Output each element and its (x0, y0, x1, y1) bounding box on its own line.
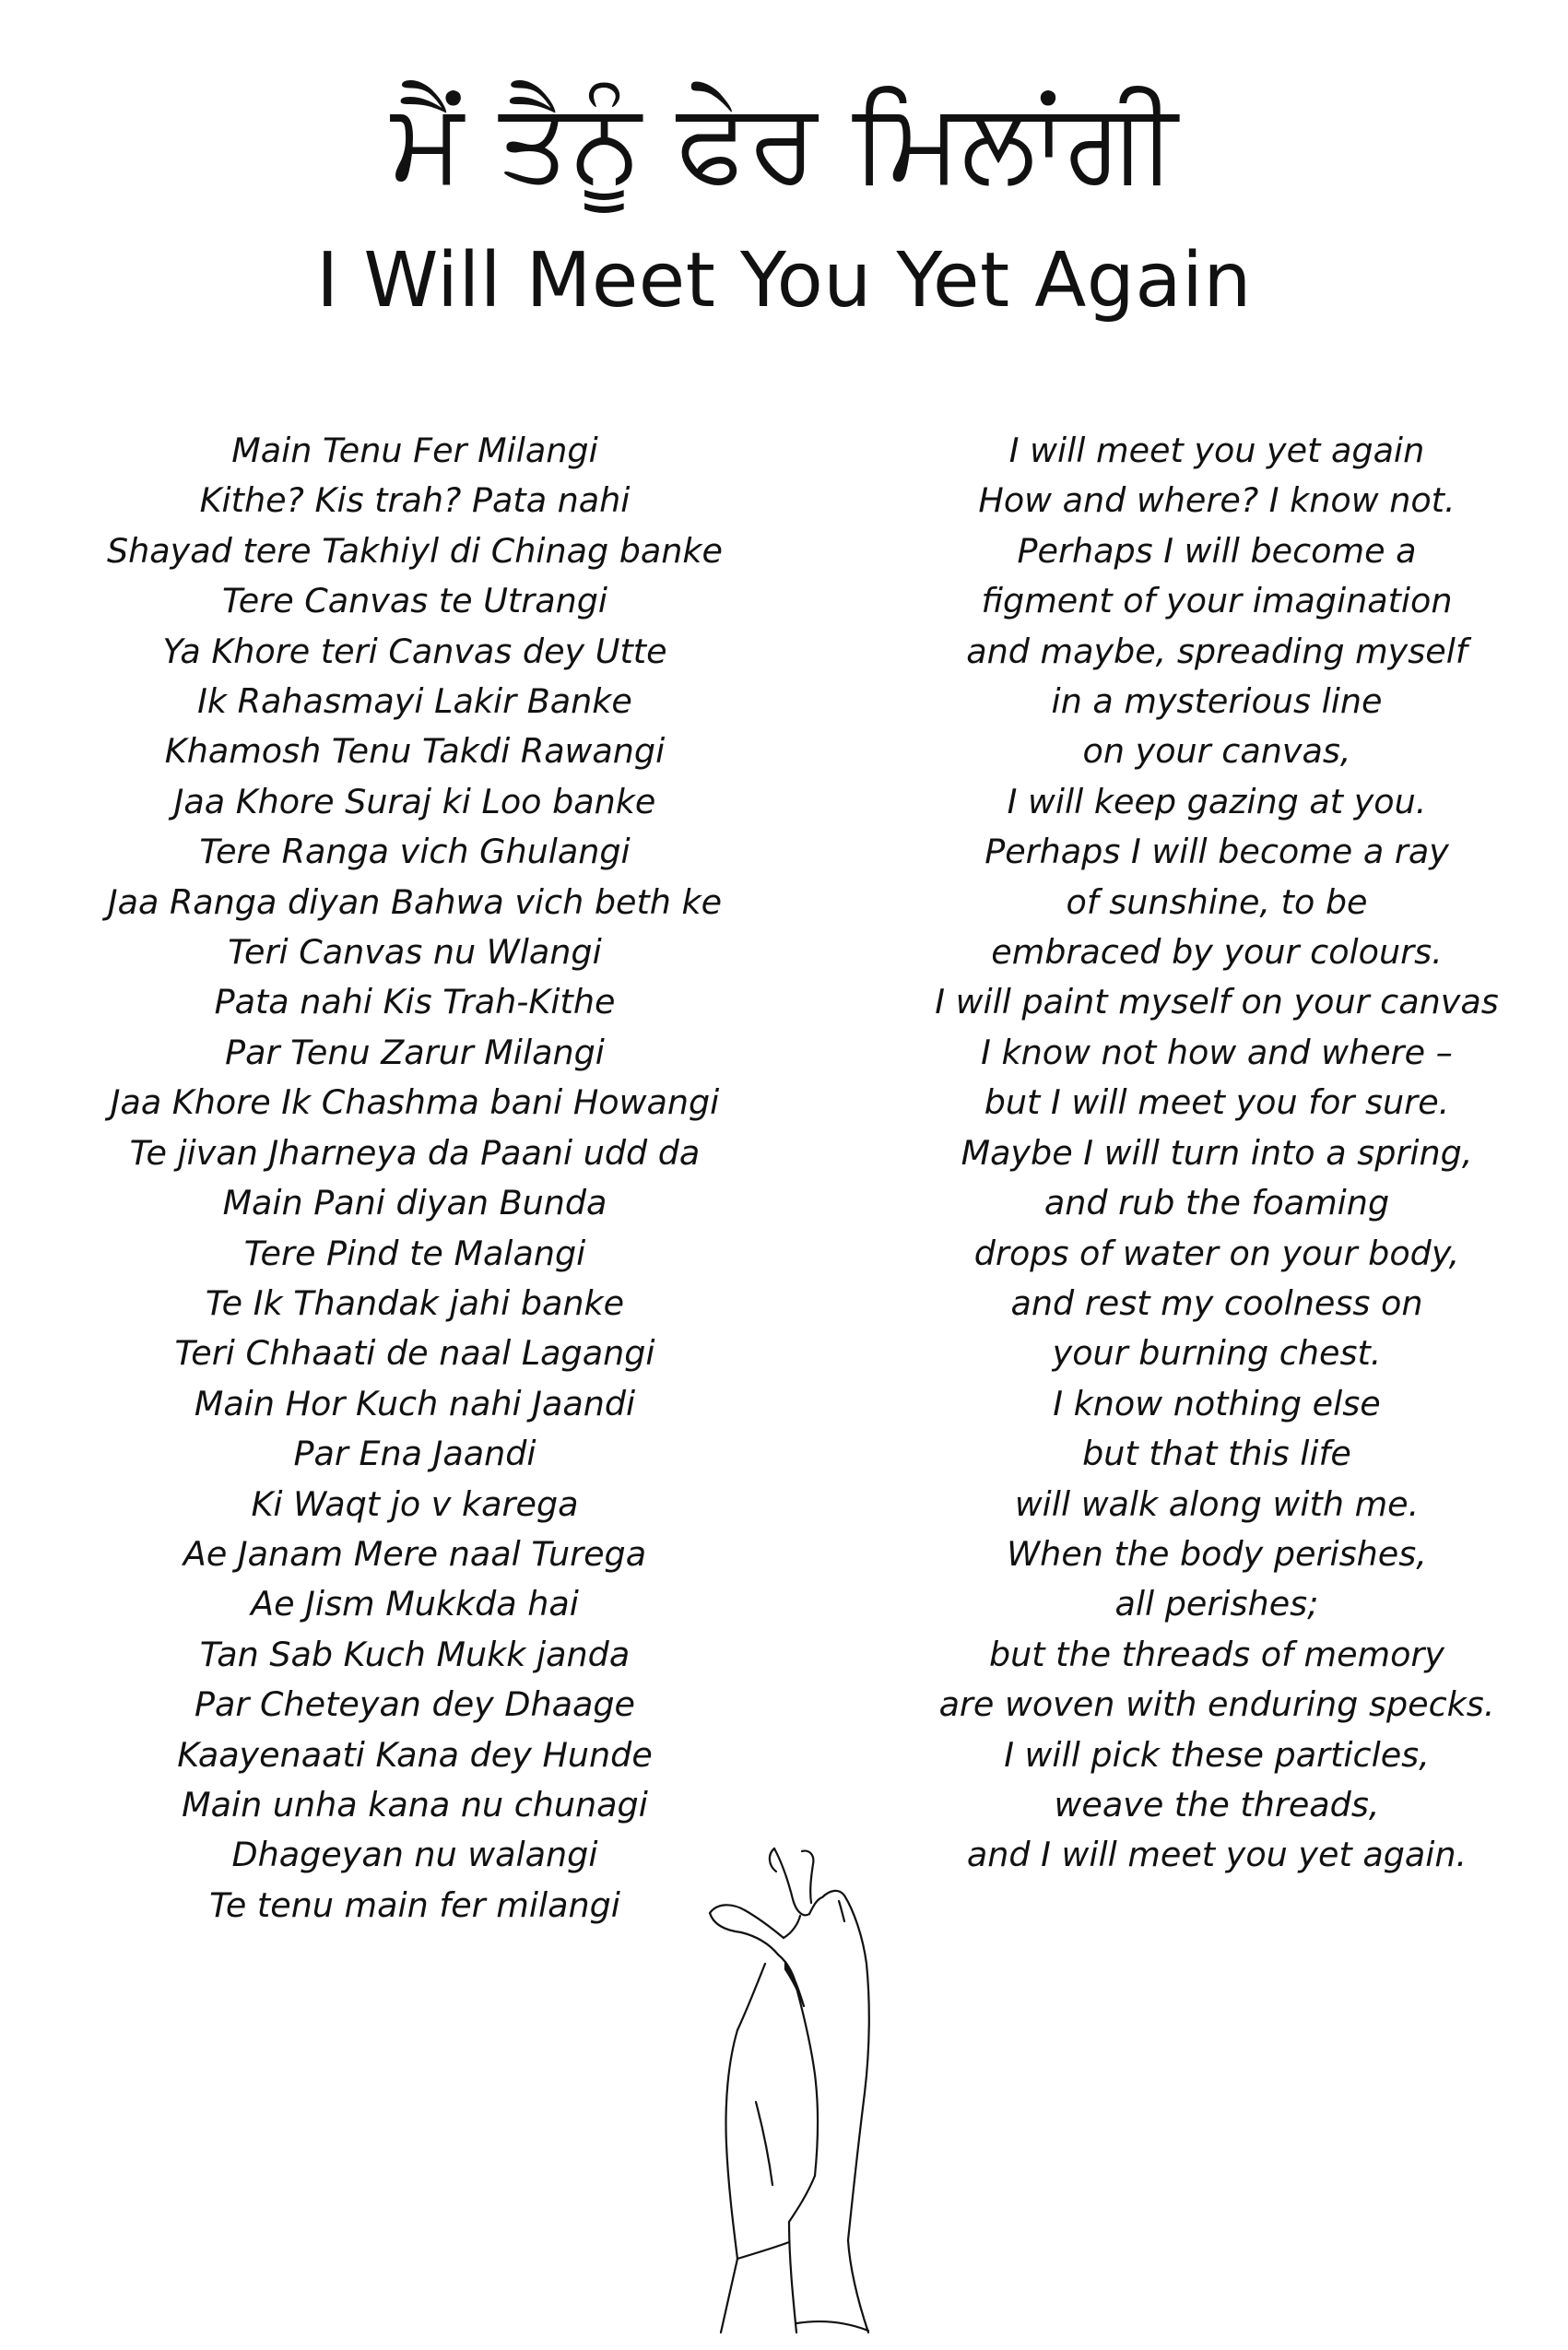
poem-line-translation: your burning chest. (1052, 1333, 1382, 1374)
poem-line-translation: Perhaps I will become a ray (984, 832, 1449, 872)
poem-line-transliteration: Te tenu main fer milangi (209, 1884, 620, 1925)
poem-line-transliteration: Main Tenu Fer Milangi (231, 431, 598, 470)
poem-line-transliteration: Tere Canvas te Utrangi (221, 581, 608, 621)
poem-line-transliteration: Te Ik Thandak jahi banke (205, 1282, 625, 1323)
poem-line-translation: will walk along with me. (1014, 1483, 1420, 1524)
poem-line-transliteration: Jaa Ranga diyan Bahwa vich beth ke (107, 881, 723, 922)
poem-line-translation: but the threads of memory (988, 1634, 1445, 1674)
poem-line-translation: I know nothing else (1053, 1383, 1381, 1423)
poem-line-transliteration: Dhageyan nu walangi (231, 1835, 598, 1875)
poem-line-transliteration: Ae Janam Mere naal Turega (183, 1533, 647, 1574)
poem-line-translation: but I will meet you for sure. (984, 1082, 1450, 1123)
poem-line-translation: and I will meet you yet again. (966, 1835, 1468, 1875)
poem-line-translation: I will meet you yet again (1008, 431, 1425, 470)
poem-line-transliteration: Khamosh Tenu Takdi Rawangi (164, 731, 666, 772)
poem-line-translation: Perhaps I will become a (1017, 530, 1417, 571)
poem-line-transliteration: Par Cheteyan dey Dhaage (195, 1684, 635, 1725)
poem-line-translation: Maybe I will turn into a spring, (961, 1132, 1473, 1173)
poem-line-translation: on your canvas, (1082, 731, 1351, 772)
poem-line-transliteration: Tere Ranga vich Ghulangi (199, 832, 631, 872)
title-punjabi: ਮੈਂ ਤੈਨੂੰ ਫੇਰ ਮਿਲਾਂਗੀ (390, 78, 1178, 207)
poem-line-transliteration: Te jivan Jharneya da Paani udd da (129, 1132, 701, 1173)
poem-line-translation: all perishes; (1114, 1584, 1319, 1624)
poem-line-transliteration: Main unha kana nu chunagi (182, 1784, 648, 1824)
poem-line-translation: How and where? I know not. (978, 480, 1456, 521)
poem-line-transliteration: Pata nahi Kis Trah-Kithe (214, 982, 616, 1022)
poem-line-transliteration: Jaa Khore Suraj ki Loo banke (173, 781, 656, 821)
poem-line-transliteration: Ki Waqt jo v karega (251, 1483, 579, 1524)
poem-line-translation: I will keep gazing at you. (1007, 781, 1427, 821)
poem-line-translation: but that this life (1082, 1434, 1351, 1474)
poem-line-transliteration: Kaayenaati Kana dey Hunde (177, 1734, 653, 1775)
poem-line-translation: of sunshine, to be (1066, 881, 1368, 922)
poem-line-translation: embraced by your colours. (991, 932, 1443, 973)
poem-line-translation: in a mysterious line (1051, 681, 1383, 722)
poem-line-translation: figment of your imagination (981, 581, 1453, 621)
poem-line-transliteration: Par Ena Jaandi (293, 1434, 536, 1474)
poem-line-translation: I will paint myself on your canvas (935, 982, 1499, 1022)
poem-line-translation: weave the threads, (1054, 1784, 1380, 1824)
poem-line-translation: and rub the foaming (1043, 1183, 1390, 1223)
poem-line-translation: are woven with enduring specks. (938, 1684, 1495, 1725)
poem-line-transliteration: Ik Rahasmayi Lakir Banke (197, 681, 632, 722)
poem-line-transliteration: Shayad tere Takhiyl di Chinag banke (106, 530, 724, 571)
poem-line-transliteration: Ya Khore teri Canvas dey Utte (162, 631, 667, 671)
holding-hands-icon (701, 1825, 903, 2342)
poem-line-transliteration: Teri Canvas nu Wlangi (228, 932, 602, 973)
poem-line-transliteration: Kithe? Kis trah? Pata nahi (199, 480, 631, 521)
poem-line-translation: drops of water on your body, (973, 1233, 1460, 1273)
poem-line-translation: I know not how and where – (981, 1032, 1453, 1072)
poem-line-translation: I will pick these particles, (1004, 1734, 1430, 1775)
title-english: I Will Meet You Yet Again (316, 237, 1252, 325)
poem-line-transliteration: Main Hor Kuch nahi Jaandi (194, 1383, 636, 1423)
poem-line-transliteration: Ae Jism Mukkda hai (251, 1584, 579, 1624)
poem-translation-column (885, 426, 1549, 1881)
poem-line-transliteration: Tan Sab Kuch Mukk janda (199, 1634, 631, 1674)
poem-transliteration-column (55, 426, 774, 1931)
poem-line-translation: and rest my coolness on (1010, 1282, 1423, 1323)
poem-line-translation: and maybe, spreading myself (966, 631, 1468, 671)
poem-line-transliteration: Tere Pind te Malangi (243, 1233, 586, 1273)
poem-line-translation: When the body perishes, (1007, 1533, 1427, 1574)
poem-line-transliteration: Par Tenu Zarur Milangi (225, 1032, 605, 1072)
poem-line-transliteration: Jaa Khore Ik Chashma bani Howangi (110, 1082, 720, 1123)
poem-line-transliteration: Main Pani diyan Bunda (222, 1183, 607, 1223)
poem-line-transliteration: Teri Chhaati de naal Lagangi (174, 1333, 655, 1374)
